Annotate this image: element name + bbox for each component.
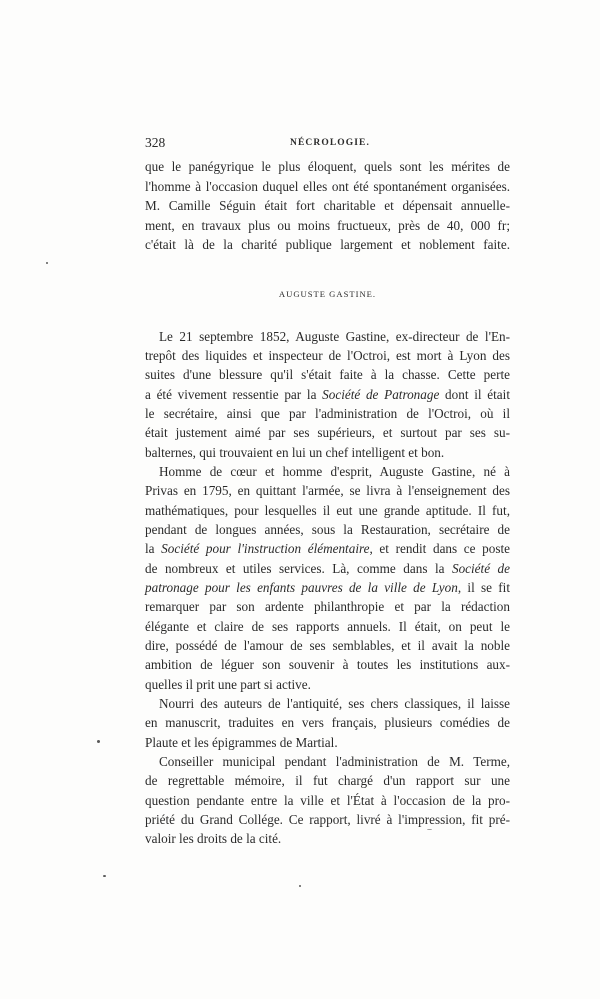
text-line: Le 21 septembre 1852, Auguste Gastine, ex-directeur de l'En-	[159, 328, 510, 344]
text-line: priété du Grand Collége. Ce rapport, livré à l'impression, fit pré-	[145, 812, 510, 828]
text-segment: , et rendit dans ce poste	[369, 541, 510, 557]
continued-paragraph	[145, 157, 510, 255]
text-line: remarquer par son ardente philanthropie et par la rédaction	[145, 599, 510, 615]
ink-speck	[97, 740, 100, 743]
ink-speck	[103, 875, 106, 877]
text-line: balternes, qui trouvaient en lui un chef intelligent et bon.	[145, 444, 445, 460]
text-line: Nourri des auteurs de l'antiquité, ses chers classiques, il laisse	[159, 696, 510, 712]
text-segment: de nombreux et utiles services. Là, comme dans la	[145, 560, 452, 576]
text-line: Privas en 1795, en quittant l'armée, se livra à l'enseignement des	[145, 483, 510, 499]
text-line: valoir les droits de la cité.	[145, 831, 282, 847]
text-segment: , il se fit	[457, 579, 510, 595]
ink-speck	[427, 829, 432, 830]
page-header	[145, 135, 510, 151]
text-segment: dont il était	[439, 386, 510, 402]
text-segment: la	[145, 541, 162, 557]
text-line	[145, 559, 510, 578]
text-line: M. Camille Séguin était fort charitable et dépensait annuelle-	[145, 198, 510, 213]
text-line: suites d'une blessure qu'il s'était faite à la chasse. Cette perte	[145, 367, 510, 383]
page-number: 328	[145, 135, 166, 150]
text-line: le secrétaire, ainsi que par l'administration de l'Octroi, où il	[145, 405, 510, 421]
text-line: en manuscrit, traduites en vers français, plusieurs comédies de	[145, 715, 510, 731]
text-segment: a été vivement ressentie par la	[145, 386, 323, 402]
paragraph	[145, 462, 510, 694]
text-line	[145, 385, 510, 404]
text-line: pendant de longues années, sous la Restauration, secrétaire de	[145, 521, 510, 537]
text-line: Plaute et les épigrammes de Martial.	[145, 734, 338, 750]
text-line: ambition de léguer son souvenir à toutes les institutions aux-	[145, 657, 510, 673]
text-line: élégante et claire de ses rapports annuels. Il était, on peut le	[145, 618, 510, 634]
text-line: l'homme à l'occasion duquel elles ont été spontanément organisées.	[145, 178, 510, 194]
text-line	[145, 578, 510, 597]
text-line: question pendante entre la ville et l'État à l'occasion de la pro-	[145, 792, 510, 808]
ink-speck	[46, 262, 48, 264]
section-heading: AUGUSTE GASTINE.	[278, 289, 377, 299]
text-line: c'était là de la charité publique largement et noblement faite.	[145, 237, 510, 252]
text-line: dire, possédé de l'amour de ses semblables, et il avait la noble	[145, 638, 510, 653]
running-head: NÉCROLOGIE.	[290, 138, 370, 148]
text-line: quelles il prit une part si active.	[145, 676, 311, 692]
text-line: Conseiller municipal pendant l'administration de M. Terme,	[159, 754, 510, 770]
paragraph	[145, 694, 510, 752]
italic-segment: Société de Patronage	[322, 386, 440, 402]
text-line: ment, en travaux plus ou moins fructueux, près de 40, 000 fr;	[145, 217, 510, 233]
paragraph	[145, 327, 510, 462]
text-line: mathématiques, pour lesquelles il eut une grande aptitude. Il fut,	[145, 502, 510, 518]
text-line: de regrettable mémoire, il fut chargé d'un rapport sur une	[145, 773, 510, 789]
ink-speck	[299, 885, 301, 887]
paragraph	[145, 752, 510, 849]
text-line	[145, 539, 510, 558]
text-line: était justement aimé par ses supérieurs, et surtout par ses su-	[145, 425, 510, 441]
text-line: Homme de cœur et homme d'esprit, Auguste Gastine, né à	[159, 463, 510, 479]
text-line: trepôt des liquides et inspecteur de l'Octroi, est mort à Lyon des	[145, 347, 510, 363]
obituary-text	[145, 327, 510, 849]
italic-segment: patronage pour les enfants pauvres de la ville de Lyon	[145, 579, 458, 595]
italic-segment: Société pour l'instruction élémentaire	[161, 541, 370, 557]
text-line: que le panégyrique le plus éloquent, quels sont les mérites de	[145, 159, 510, 174]
italic-segment: Société de	[451, 560, 510, 576]
